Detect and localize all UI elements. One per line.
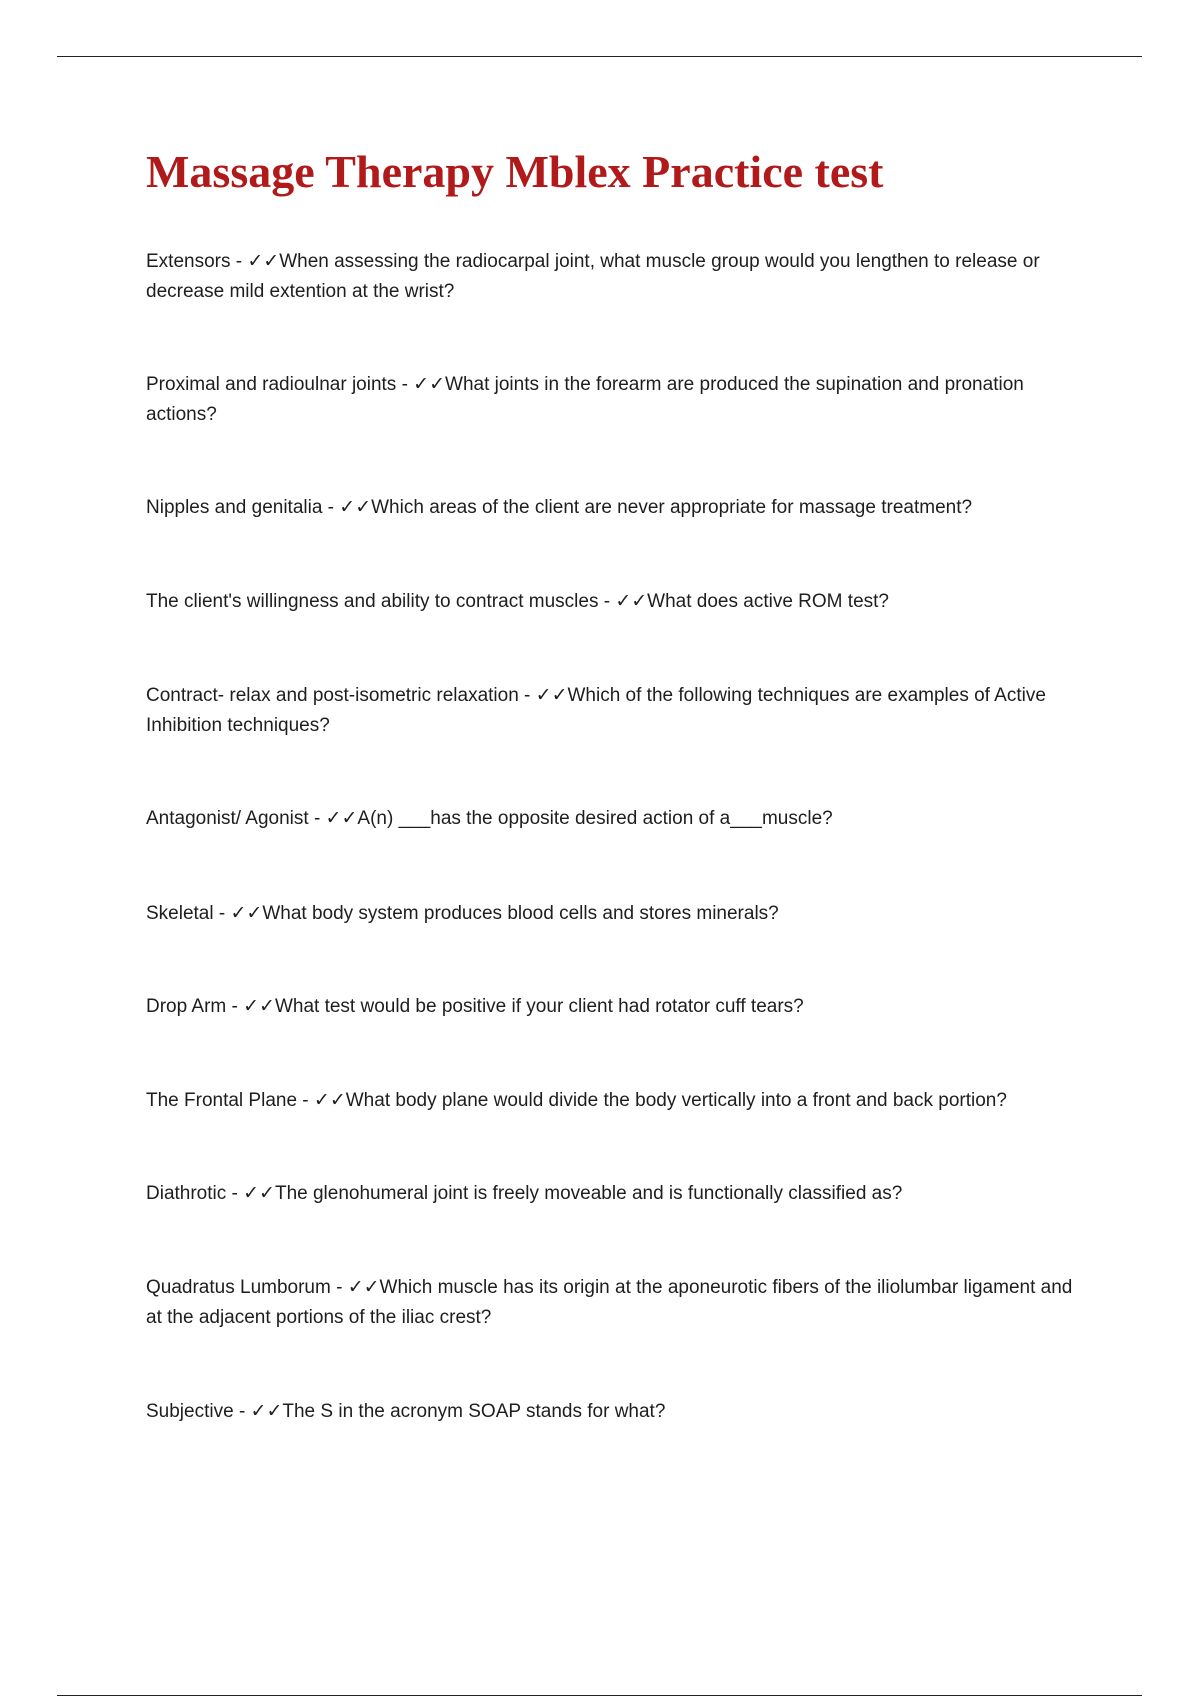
qa-item-12: Subjective - ✓✓The S in the acronym SOAP stands for what?: [146, 1401, 666, 1422]
qa-item-5: Contract- relax and post-isometric relaxation - ✓✓Which of the following techniques are examples of Active Inhibition techniques?: [146, 685, 1046, 736]
bottom-divider: [57, 1695, 1142, 1696]
qa-item-6: Antagonist/ Agonist - ✓✓A(n) ___has the opposite desired action of a___muscle?: [146, 808, 833, 829]
qa-item-7: Skeletal - ✓✓What body system produces blood cells and stores minerals?: [146, 903, 779, 924]
qa-item-3: Nipples and genitalia - ✓✓Which areas of the client are never appropriate for massage treatment?: [146, 497, 973, 518]
top-divider: [57, 56, 1142, 57]
qa-item-2: Proximal and radioulnar joints - ✓✓What joints in the forearm are produced the supination and pronation actions?: [146, 374, 1024, 425]
qa-item-10: Diathrotic - ✓✓The glenohumeral joint is freely moveable and is functionally classified as?: [146, 1183, 903, 1204]
qa-item-11: Quadratus Lumborum - ✓✓Which muscle has its origin at the aponeurotic fibers of the iliolumbar ligament and at the adjacent portions of the iliac crest?: [146, 1277, 1073, 1328]
page-title: Massage Therapy Mblex Practice test: [146, 146, 884, 197]
qa-item-1: Extensors - ✓✓When assessing the radiocarpal joint, what muscle group would you lengthen to release or decrease mild extention at the wrist?: [146, 251, 1040, 302]
qa-item-8: Drop Arm - ✓✓What test would be positive if your client had rotator cuff tears?: [146, 996, 804, 1017]
qa-item-4: The client's willingness and ability to contract muscles - ✓✓What does active ROM test?: [146, 591, 889, 612]
qa-item-9: The Frontal Plane - ✓✓What body plane would divide the body vertically into a front and back portion?: [146, 1090, 1007, 1111]
